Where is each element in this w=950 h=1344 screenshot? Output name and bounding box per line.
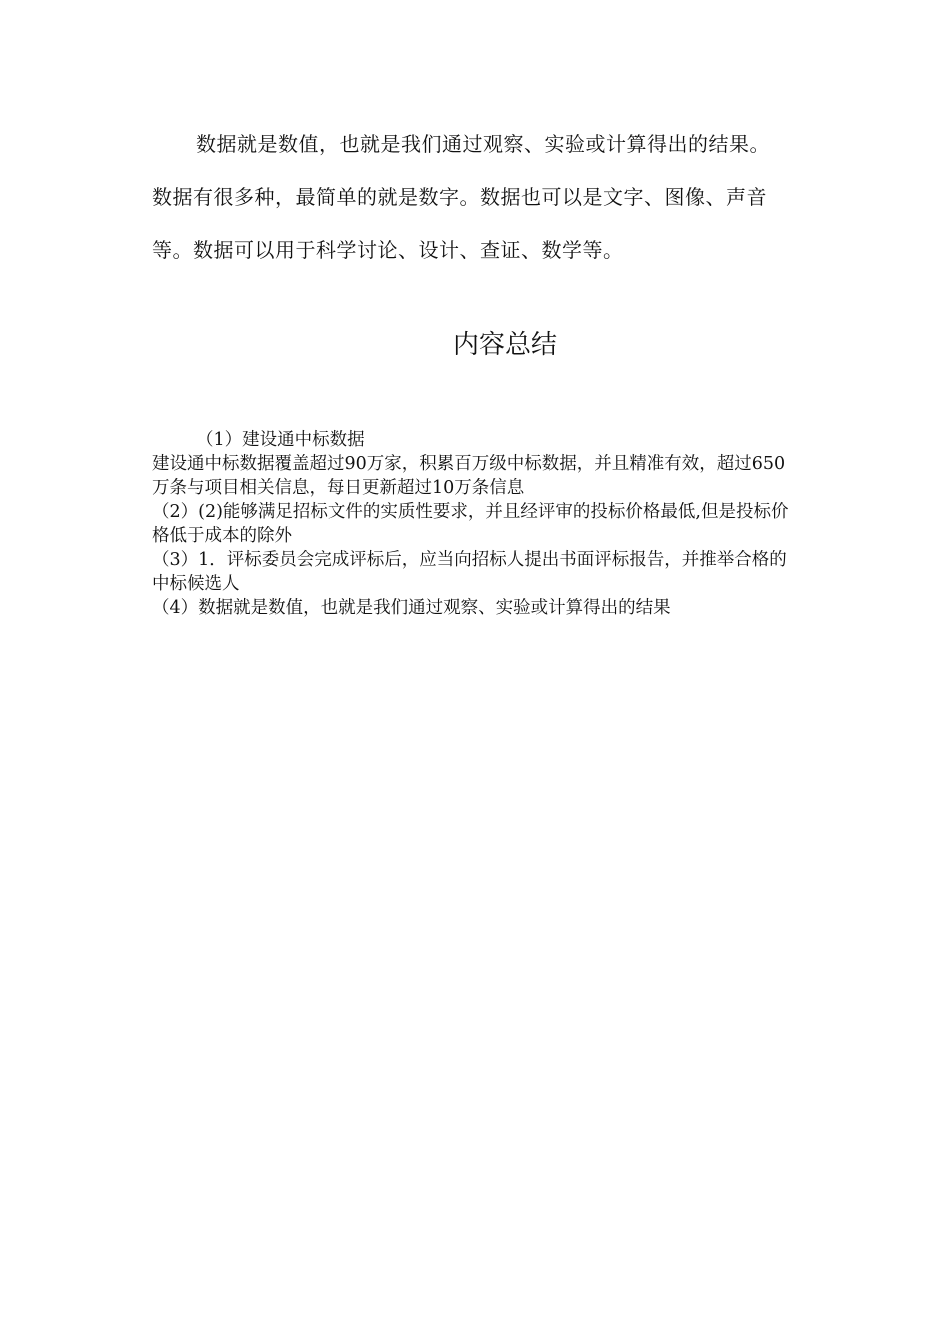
intro-paragraph: 数据就是数值，也就是我们通过观察、实验或计算得出的结果。数据有很多种，最简单的就是数字。数据也可以是文字、图像、声音等。数据可以用于科学讨论、设计、查证、数学等。	[152, 132, 770, 262]
summary-item-4: （4）数据就是数值，也就是我们通过观察、实验或计算得出的结果	[152, 598, 671, 618]
summary-list	[152, 428, 798, 620]
section-title: 内容总结	[452, 330, 557, 360]
summary-heading: （1）建设通中标数据	[196, 430, 365, 450]
summary-item-3: （3）1．评标委员会完成评标后，应当向招标人提出书面评标报告，并推举合格的中标候选人	[152, 550, 787, 594]
summary-item-2: （2）(2)能够满足招标文件的实质性要求，并且经评审的投标价格最低,但是投标价格低于成本的除外	[152, 502, 789, 546]
summary-item-1: 建设通中标数据覆盖超过90万家，积累百万级中标数据，并且精准有效，超过650万条与项目相关信息，每日更新超过10万条信息	[152, 454, 786, 498]
